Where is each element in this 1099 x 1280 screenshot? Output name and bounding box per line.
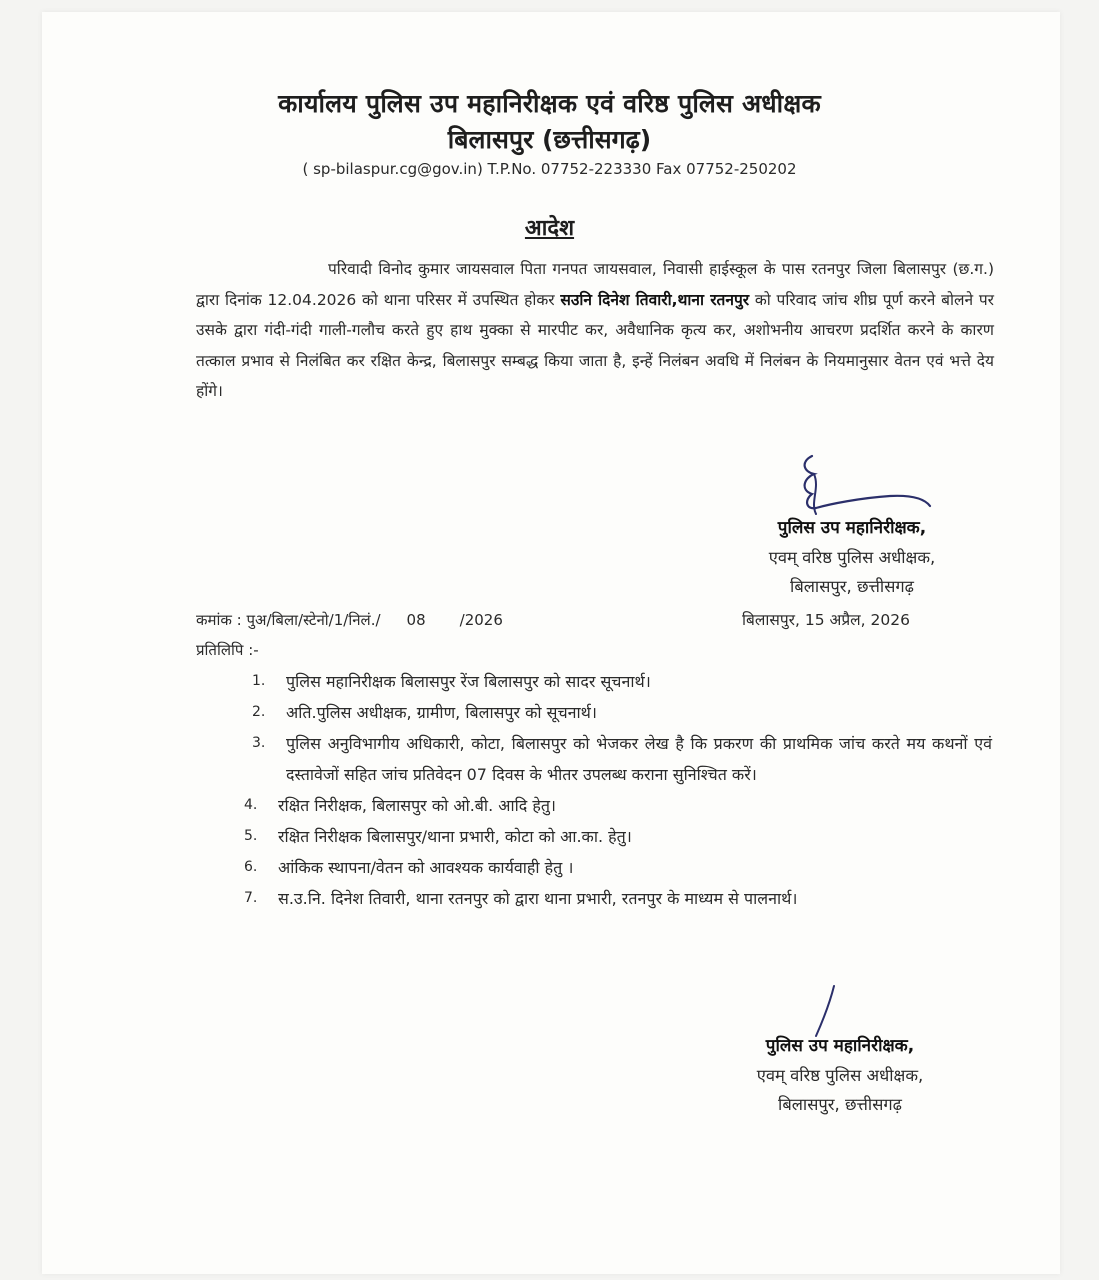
reference-serial: 08	[406, 611, 426, 629]
office-title: कार्यालय पुलिस उप महानिरीक्षक एवं वरिष्ठ पुलिस अधीक्षक	[278, 89, 821, 118]
order-body-bold: सउनि दिनेश तिवारी,थाना रतनपुर	[560, 290, 750, 309]
order-date: बिलासपुर, 15 अप्रैल, 2026	[742, 611, 910, 629]
list-item	[252, 728, 992, 790]
list-item-text: रक्षित निरीक्षक बिलासपुर/थाना प्रभारी, कोटा को आ.का. हेतु।	[278, 827, 632, 846]
list-item-number: 5.	[244, 828, 258, 844]
list-item-number: 7.	[244, 890, 258, 906]
copy-label: प्रतिलिपि :-	[196, 641, 259, 659]
signature-1-designation: पुलिस उप महानिरीक्षक,	[777, 518, 927, 538]
reference-number	[196, 610, 503, 630]
reference-label: कमांक : पुअ/बिला/स्टेनो/1/निलं./	[196, 611, 381, 629]
list-item-text: पुलिस महानिरीक्षक बिलासपुर रेंज बिलासपुर को सादर सूचनार्थ।	[286, 672, 651, 691]
list-item-number: 4.	[244, 797, 258, 813]
reference-year: /2026	[459, 611, 503, 629]
list-item	[244, 790, 992, 821]
list-item-text: पुलिस अनुविभागीय अधिकारी, कोटा, बिलासपुर को भेजकर लेख है कि प्रकरण की प्राथमिक जांच करते मय कथनों एवं दस्तावेजों सहित जांच प्रतिवेदन 07 दिवस के भीतर उपलब्ध कराना सुनिश्चित करें।	[286, 734, 992, 784]
signature-2-line2: एवम् वरिष्ठ पुलिस अधीक्षक,	[756, 1066, 924, 1085]
signature-2-block	[700, 1032, 980, 1119]
list-item-text: अति.पुलिस अधीक्षक, ग्रामीण, बिलासपुर को सूचनार्थ।	[286, 703, 597, 722]
order-body-part2: को परिवाद जांच शीघ्र पूर्ण करने बोलने पर उसके द्वारा गंदी-गंदी गाली-गलौच करते हुए हाथ मुक्का से मारपीट कर, अवैधानिक कृत्य कर, अशोभनीय आचरण प्रदर्शित करने के कारण तत्काल प्रभाव से निलंबित कर रक्षित केन्द्र, बिलासपुर सम्बद्ध किया जाता है, इन्हें निलंबन अवधि में निलंबन के नियमानुसार वेतन एवं भत्ते देय होंगे।	[196, 290, 994, 400]
order-body	[196, 254, 994, 407]
copy-list	[244, 666, 992, 914]
order-title: आदेश	[524, 216, 575, 241]
list-item-number: 1.	[252, 673, 266, 689]
signature-1-block	[712, 514, 992, 601]
list-item-text: आंकिक स्थापना/वेतन को आवश्यक कार्यवाही हेतु ।	[278, 858, 574, 877]
list-item	[244, 883, 992, 914]
office-location: बिलासपुर (छत्तीसगढ़)	[447, 125, 652, 154]
list-item-text: स.उ.नि. दिनेश तिवारी, थाना रतनपुर को द्वारा थाना प्रभारी, रतनपुर के माध्यम से पालनार्थ।	[278, 889, 798, 908]
list-item-number: 2.	[252, 704, 266, 720]
signature-1-line2: एवम् वरिष्ठ पुलिस अधीक्षक,	[768, 548, 936, 567]
office-contact: ( sp-bilaspur.cg@gov.in) T.P.No. 07752-223330 Fax 07752-250202	[302, 160, 797, 178]
signature-2-designation: पुलिस उप महानिरीक्षक,	[765, 1036, 915, 1056]
list-item-text: रक्षित निरीक्षक, बिलासपुर को ओ.बी. आदि हेतु।	[278, 796, 556, 815]
signature-1-line3: बिलासपुर, छत्तीसगढ़	[790, 577, 914, 596]
list-item	[244, 821, 992, 852]
list-item-number: 3.	[252, 735, 266, 751]
list-item	[252, 666, 992, 697]
list-item	[252, 697, 992, 728]
signature-2-line3: बिलासपुर, छत्तीसगढ़	[778, 1095, 902, 1114]
list-item	[244, 852, 992, 883]
list-item-number: 6.	[244, 859, 258, 875]
order-body-part1: परिवादी विनोद कुमार जायसवाल पिता गनपत जायसवाल, निवासी हाईस्कूल के पास रतनपुर जिला बिलासपुर (छ.ग.) द्वारा दिनांक 12.04.2026 को थाना परिसर में उपस्थित होकर	[196, 260, 994, 309]
